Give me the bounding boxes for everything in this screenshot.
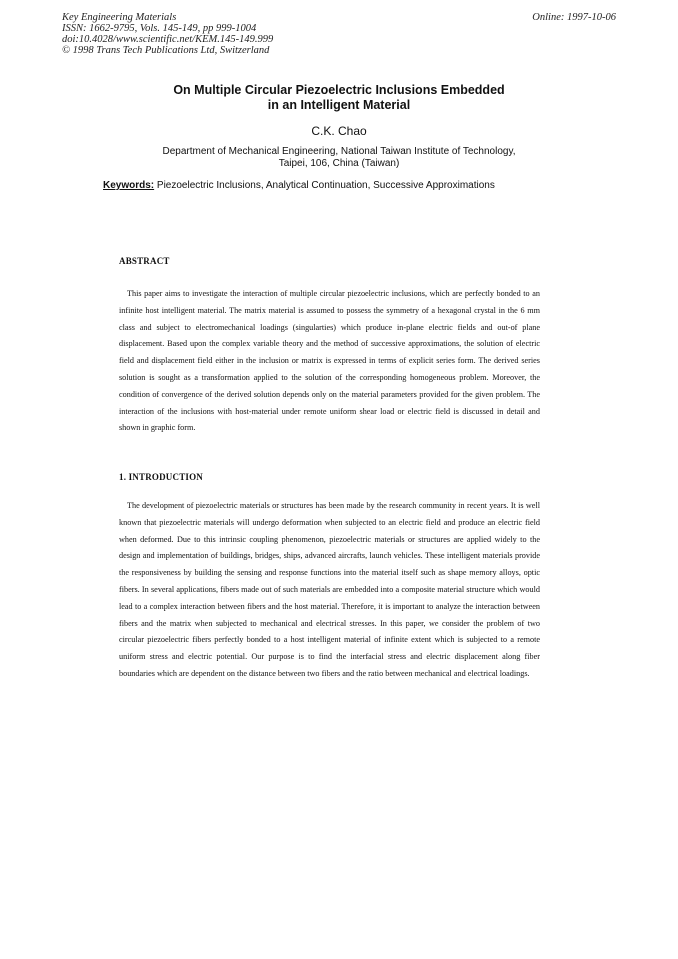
- abstract-text: This paper aims to investigate the interaction of multiple circular piezoelectric inclusions, which are perfectly bonded to an infinite host intelligent material. The matrix material is assumed to possess the symmetry of a hexagonal crystal in the 6 mm class and subject to electromechanical loadings (singularties) which produce in-plane electric fields and out-of plane displacement. Based upon the complex variable theory and the method of successive approximations, the solution of electric field and displacement field either in the inclusion or matrix is expressed in terms of explicit series form. The derived series solution is sought as a transformation applied to the solution of the corresponding homogeneous problem. Moreover, the condition of convergence of the derived solution depends only on the material parameters provided for the given problem. The interaction of the inclusions with host-material under remote uniform shear load or electric field is discussed in detail and shown in graphic form.: [119, 289, 540, 433]
- keywords: [103, 180, 623, 191]
- keywords-label: Keywords:: [103, 180, 155, 191]
- paper-title: [0, 83, 678, 113]
- copyright-line: © 1998 Trans Tech Publications Ltd, Switzerland: [62, 45, 270, 56]
- doi-line: doi:10.4028/www.scientific.net/KEM.145-149.999: [62, 34, 274, 45]
- introduction-text: The development of piezoelectric materials or structures has been made by the research community in recent years. It is well known that piezoelectric materials will undergo deformation when subjected to an electric field and produce an electric field when deformed. Due to this intrinsic coupling phenomenon, piezoelectric materials or structures are applied widely to the design and implementation of buildings, bridges, ships, advanced aircrafts, launch vehicles. These intelligent materials provide the responsiveness by building the sensing and response functions into the material itself such as shape memory alloys, optic fibers. In several applications, fibers made out of such materials are embedded into a composite material structure which would lead to a complex interaction between fibers and the host material. Therefore, it is important to analyze the interaction between fibers and the matrix when subjected to mechanical and electrical stresses. In this paper, we consider the problem of two circular piezoelectric fibers perfectly bonded to a host intelligent material of infinite extent which is subjected to a remote uniform stress and electric potential. Our purpose is to find the interfacial stress and electric displacement along fiber boundaries which are dependent on the distance between two fibers and the ratio between mechanical and electrical loadings.: [119, 501, 540, 678]
- title-line-2: in an Intelligent Material: [267, 98, 411, 112]
- keywords-list: Piezoelectric Inclusions, Analytical Continuation, Successive Approximations: [156, 180, 495, 191]
- online-date: Online: 1997-10-06: [532, 12, 616, 23]
- affiliation: [0, 146, 678, 170]
- journal-name: Key Engineering Materials: [62, 12, 177, 23]
- affiliation-line-2: Taipei, 106, China (Taiwan): [278, 158, 400, 169]
- journal-header: [62, 12, 273, 56]
- abstract-heading: ABSTRACT: [119, 256, 170, 266]
- introduction-heading: 1. INTRODUCTION: [119, 472, 204, 482]
- author-name: C.K. Chao: [311, 124, 367, 138]
- affiliation-line-1: Department of Mechanical Engineering, National Taiwan Institute of Technology,: [162, 146, 516, 157]
- title-line-1: On Multiple Circular Piezoelectric Inclusions Embedded: [173, 83, 505, 97]
- issn-line: ISSN: 1662-9795, Vols. 145-149, pp 999-1004: [62, 23, 257, 34]
